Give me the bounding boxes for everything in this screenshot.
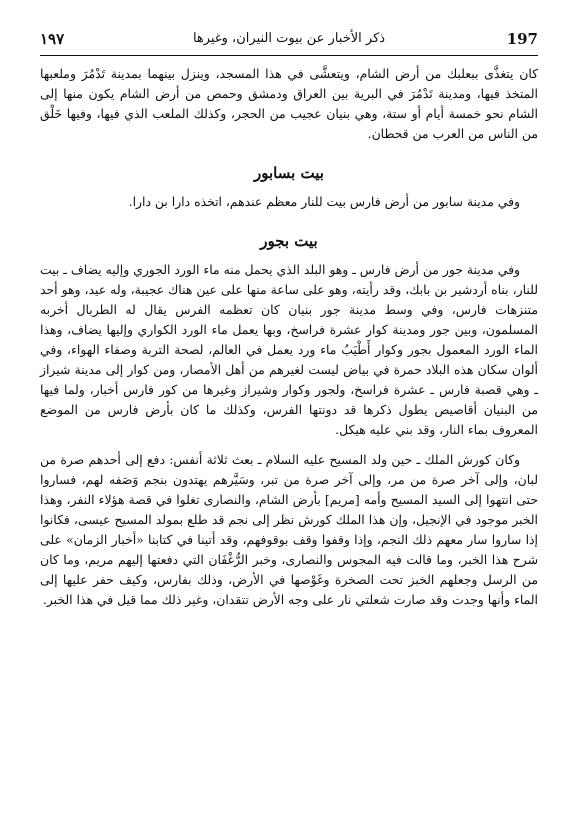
section-heading-sabur: بيت بسابور [254, 164, 324, 182]
jur-paragraph: وفي مدينة جور من أرض فارس ـ وهو البلد الذي يحمل منه ماء الورد الجوري وإليه يضاف ـ بيت للنار، بناه أردشير بن بابك، وقد رأيته، وهو على ساعة منها على عين هناك عجيبة، وله عيد، وهو أحد متنزهات فارس، وفي وسط مدينة جور بنيان كان تعظمه الفرس يقال له الطربال أخربه المسلمون، وبين جور ومدينة كوار عشرة فراسخ، وبها يعمل ماء الورد الكواري وإليها يضاف، وهذا الماء الورد المعمول بجور وكوار أَطْيَبُ ماء ورد يعمل في العالم، لصحة التربة وصفاء الهواء، وفي ألوان سكان هذه البلاد حمرة في بياض ليست لغيرهم من أهل الأمصار، ومن كوار إلى مدينة شيراز ـ وهي قصبة فارس ـ عشرة فراسخ، ولجور وكوار وشيراز وغيرها من كور فارس أخبار، ولما فيها من البنيان أقاصيص يطول ذكرها قد دونتها الفرس، وكذلك ما كان بأرض فارس من الموضع المعروف بماء النار، وقد بني عليه هيكل. [39, 262, 538, 437]
page-body [40, 64, 538, 610]
page-number-latin: 197 [506, 30, 538, 48]
page-number-arabic: ١٩٧ [40, 30, 65, 48]
sabur-paragraph: وفي مدينة سابور من أرض فارس بيت للنار معظم عندهم، اتخذه دارا بن دارا. [128, 194, 520, 209]
header-rule [40, 55, 538, 56]
paragraph-gap [40, 440, 538, 450]
section-heading-jur: بيت بجور [260, 232, 318, 250]
koresh-paragraph: وكان كورش الملك ـ حين ولد المسيح عليه السلام ـ بعث ثلاثة أنفس: دفع إلى أحدهم صرة من لبان، وإلى آخر صرة من مر، وإلى آخر صرة من تبر، وسَيَّرهم يهتدون بنجم وَصَفه لهم، فساروا حتى انتهوا إلى السيد المسيح وأمه [مريم] بأرض الشام، والنصارى تغلوا في قصة هؤلاء النفر، وهذا الخبر موجود في الإنجيل، وإن هذا الملك كورش نظر إلى نجم قد طلع بمولد المسيح عيسى، فكانوا إذا ساروا سار معهم ذلك النجم، وإذا وقفوا وقف بوقوفهم، وقد أتينا في كتابنا «أخبار الزمان» على شرح هذا الخبر، وما قالت فيه المجوس والنصارى، وخبر الرُّغْفَان التي دفعتها إليهم مريم، وما كان من الرسل وجعلهم الخبز تحت الصخرة وغَوْصها في الأرض، وذلك بفارس، وكيف حفر عليها إلى الماء وأنها وجدت وقد صارت شعلتي نار على وجه الأرض تتقدان، وغير ذلك مما قيل في هذا الخبر. [40, 452, 538, 607]
running-title: ذكر الأخبار عن بيوت النيران، وغيرها [192, 31, 386, 46]
page-header [40, 30, 538, 52]
opening-paragraph: كان يتغذَّى ببعلبك من أرض الشام، ويتعشَّى في هذا المسجد، وينزل بينهما بمدينة تَدْمُرَ وملعبها المتخذ فيها، ومدينة تَدْمُرَ في البرية بين العراق ودمشق وحمص من أرض الشام يكون منها إلى الشام نحو خمسة أيام أو ستة، وهي بنيان عجيب من الحجر، وكذلك الملعب الذي فيها، وفيها خَلْق من الناس من العرب من قحطان. [40, 66, 538, 141]
